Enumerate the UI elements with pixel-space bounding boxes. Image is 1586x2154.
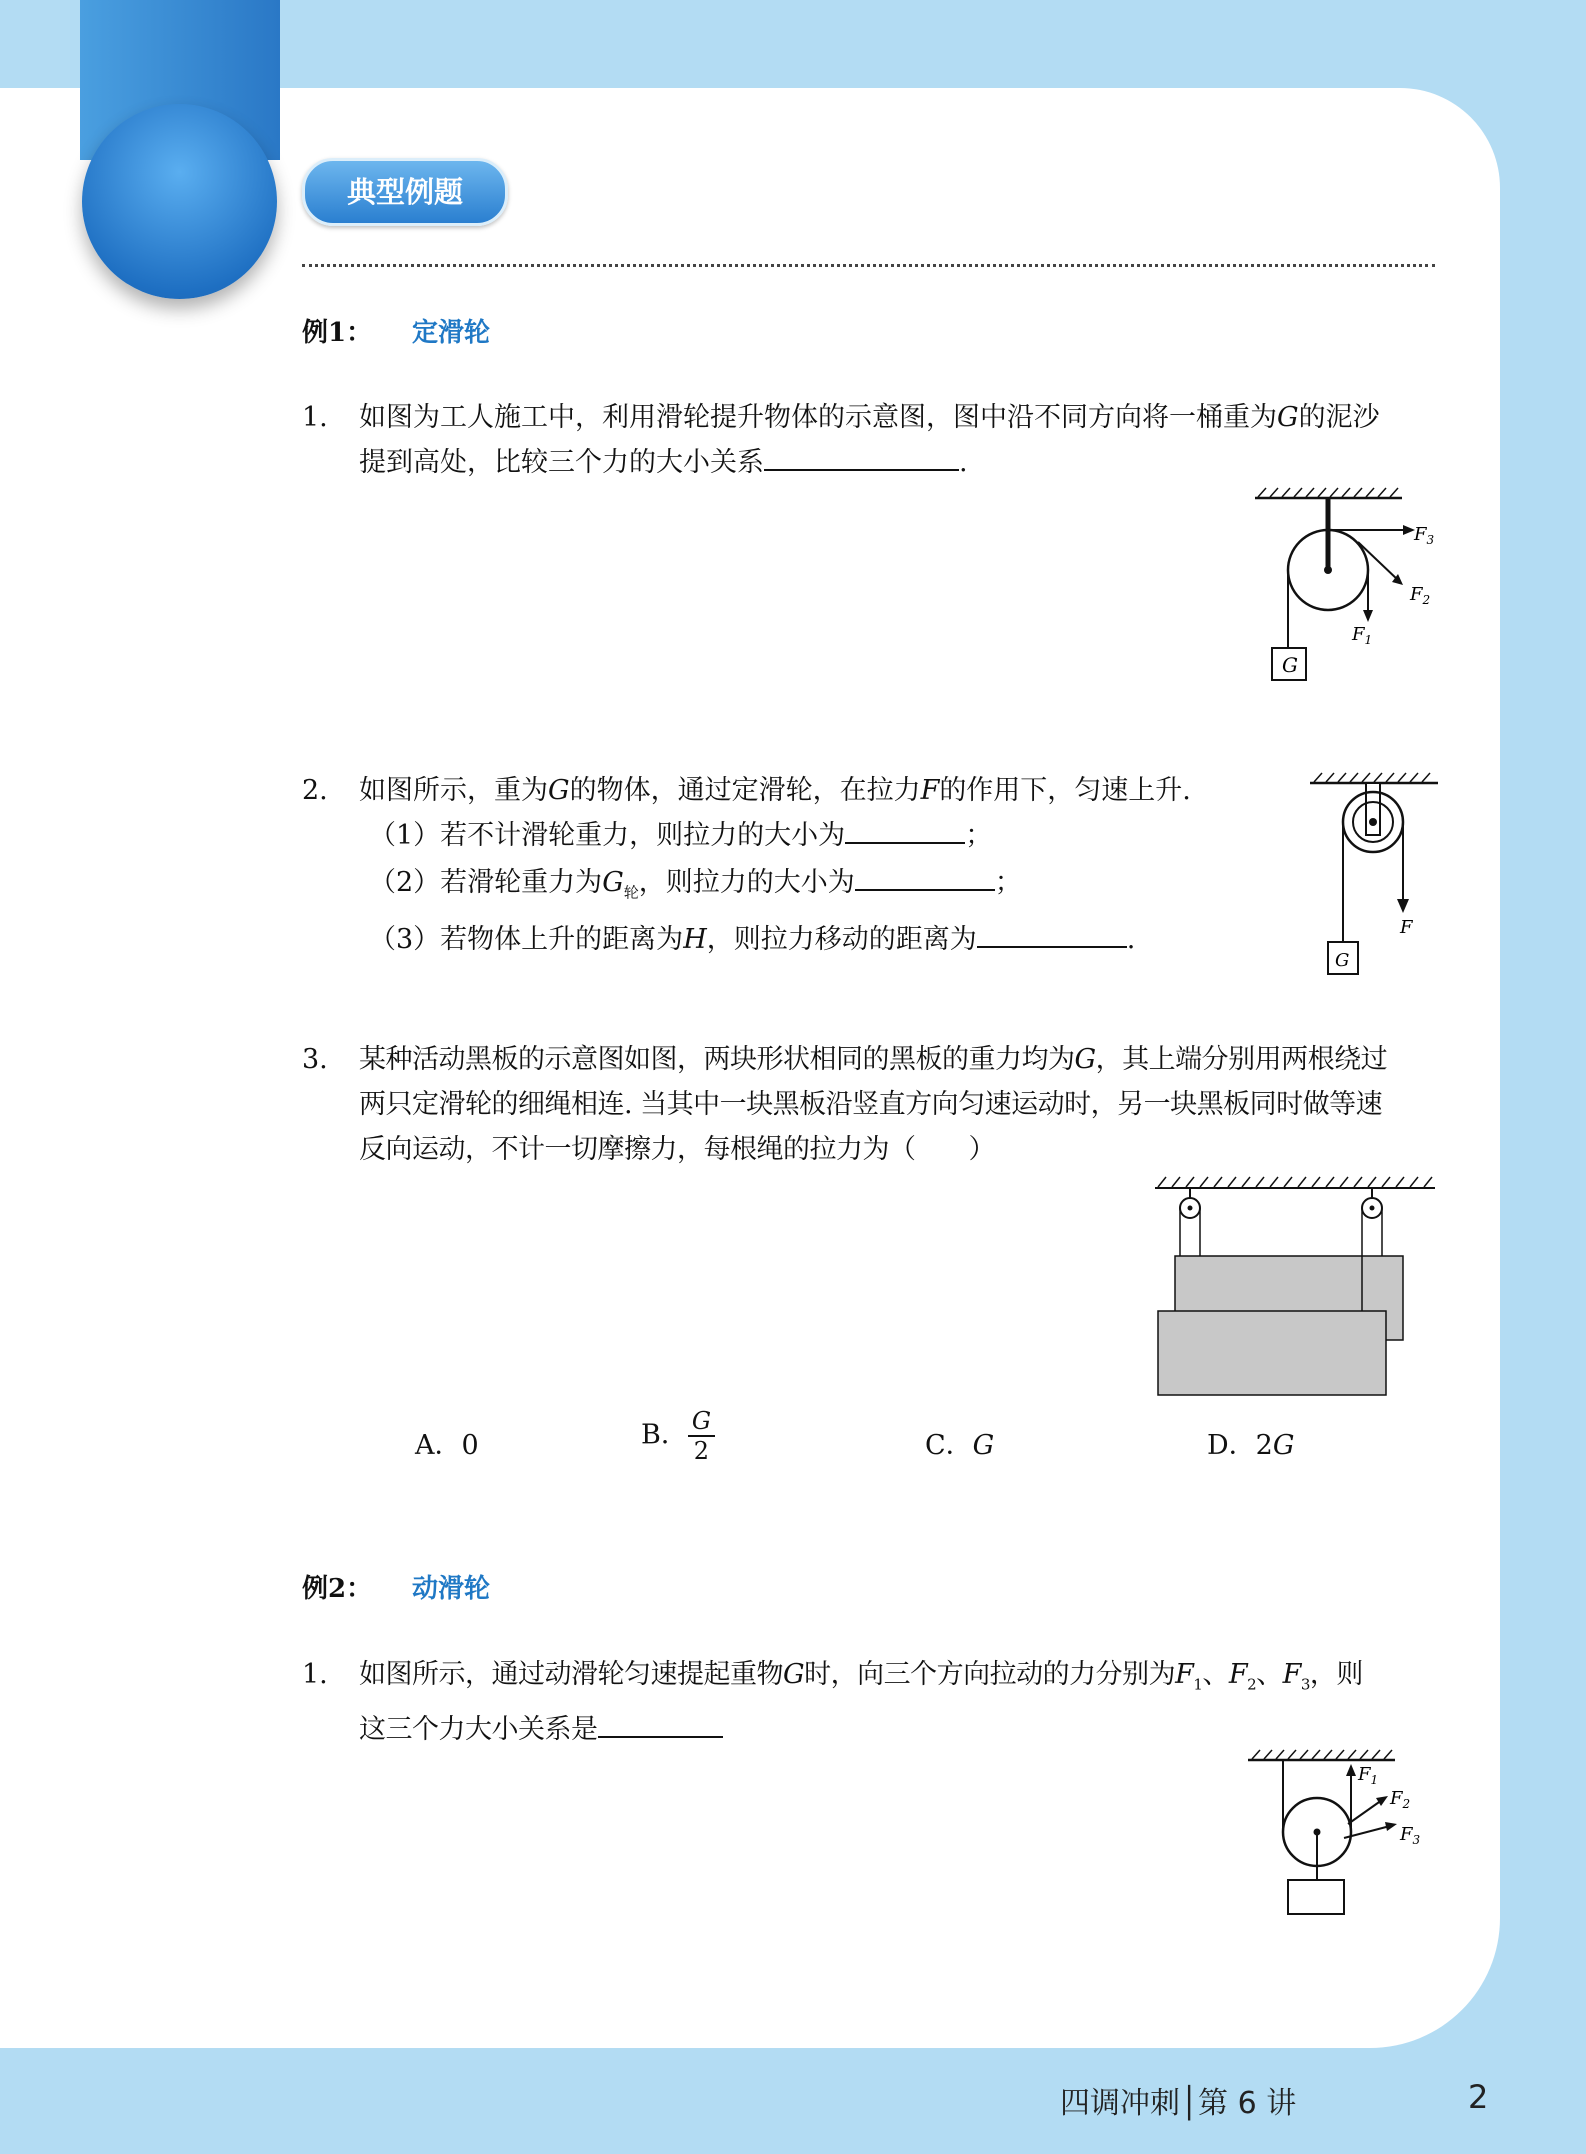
force-f3-label: $F_3$	[1414, 524, 1435, 547]
question-text: 两只定滑轮的细绳相连. 当其中一块黑板沿竖直方向匀速运动时，另一块黑板同时做等速	[359, 1089, 1383, 1120]
question-text: 提到高处，比较三个力的大小关系	[359, 447, 764, 478]
question-text: 时，向三个方向拉动的力分别为	[804, 1659, 1176, 1690]
question-number: 1.	[302, 1659, 328, 1690]
force-f3-label: $F_3$	[1400, 1824, 1421, 1847]
weight-label: G	[1335, 950, 1350, 971]
example-1-heading	[302, 312, 490, 349]
question-text: 如图为工人施工中，利用滑轮提升物体的示意图，图中沿不同方向将一桶重为	[359, 402, 1277, 433]
section-divider	[302, 264, 1435, 267]
footer-lecture: 四调冲刺│第 6 讲	[1060, 2086, 1297, 2121]
question-text: 如图所示，重为	[359, 775, 548, 806]
sub-question-2: （2）若滑轮重力为$G_轮$，则拉力的大小为 ；	[369, 860, 1309, 915]
answer-blank[interactable]	[855, 861, 995, 891]
force-f1-label: $F_1$	[1352, 624, 1373, 647]
answer-blank[interactable]	[845, 814, 965, 844]
question-1-1: 1. 如图为工人施工中，利用滑轮提升物体的示意图，图中沿不同方向将一桶重为G的泥沙 提到高处，比较三个力的大小关系 .	[302, 395, 1439, 485]
var-g: G	[1277, 402, 1299, 433]
blackboard-figure	[1150, 1170, 1440, 1400]
answer-blank[interactable]	[764, 441, 959, 471]
question-number: 2.	[302, 775, 328, 806]
decorative-circle	[82, 104, 277, 299]
question-text: 如图所示，通过动滑轮匀速提起重物	[359, 1659, 783, 1690]
question-1-2	[302, 768, 1309, 962]
question-1-3	[302, 1037, 1439, 1172]
option-d[interactable]: D．2G	[1207, 1430, 1295, 1461]
weight-label: G	[1282, 653, 1298, 677]
question-text: ，其上端分别用两根绕过	[1095, 1044, 1388, 1075]
page-number: 2	[1468, 2078, 1489, 2116]
question-number: 1.	[302, 402, 328, 433]
option-a[interactable]: A．0	[415, 1430, 479, 1461]
question-text: 的物体，通过定滑轮，在拉力	[569, 775, 921, 806]
section-title: 典型例题	[302, 158, 508, 226]
question-text: 的泥沙	[1298, 402, 1380, 433]
option-b[interactable]: B． $\frac{G}{2}$	[641, 1407, 715, 1465]
sub-question-3: （3）若物体上升的距离为H，则拉力移动的距离为 .	[369, 917, 1309, 962]
sub-question-1: （1）若不计滑轮重力，则拉力的大小为 ；	[369, 813, 1309, 858]
fraction-g-over-2: $\frac{G}{2}$	[688, 1407, 715, 1465]
option-c[interactable]: C．G	[925, 1430, 995, 1461]
answer-blank[interactable]	[598, 1708, 723, 1738]
question-text: 某种活动黑板的示意图如图，两块形状相同的黑板的重力均为	[359, 1044, 1075, 1075]
question-text: 的作用下，匀速上升.	[939, 775, 1191, 806]
example-title: 动滑轮	[412, 1574, 491, 1604]
answer-options	[415, 1405, 1415, 1475]
example-2-heading	[302, 1568, 490, 1605]
force-f2-label: $F_2$	[1390, 1788, 1411, 1811]
example-title: 定滑轮	[412, 318, 491, 348]
fixed-pulley-figure	[1240, 480, 1435, 690]
question-2-1: 1. 如图所示，通过动滑轮匀速提起重物G时，向三个方向拉动的力分别为$F_1$、$F_2$、$F_3$，则 这三个力大小关系是	[302, 1652, 1439, 1752]
movable-pulley-figure	[1240, 1740, 1440, 1920]
example-label: 例2：	[302, 1574, 373, 1604]
var-g: G	[1074, 1044, 1096, 1075]
question-number: 3.	[302, 1044, 328, 1075]
question-text: 反向运动，不计一切摩擦力，每根绳的拉力为（ ）	[359, 1134, 995, 1165]
answer-blank[interactable]	[977, 918, 1127, 948]
var-f: F	[920, 775, 940, 806]
example-label: 例1：	[302, 318, 373, 348]
force-f1-label: $F_1$	[1358, 1764, 1379, 1787]
question-text: 这三个力大小关系是	[359, 1714, 598, 1746]
force-f2-label: $F_2$	[1410, 584, 1431, 607]
force-f-label: F	[1400, 917, 1413, 938]
var-g: G	[548, 775, 570, 806]
fixed-pulley-figure-2	[1300, 765, 1450, 985]
